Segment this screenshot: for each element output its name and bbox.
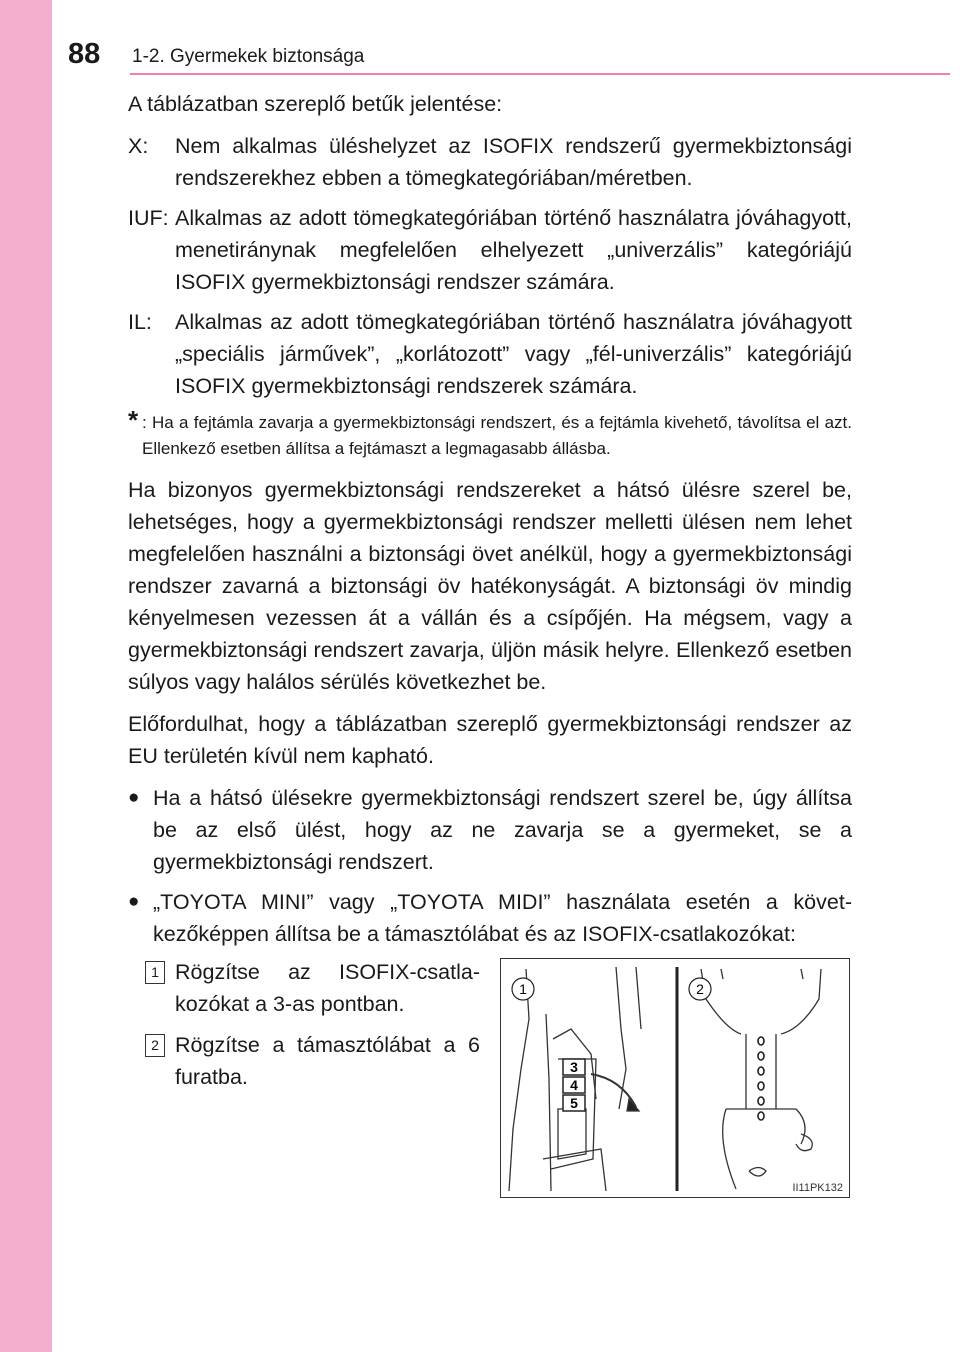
sidebar-tab (0, 0, 52, 1352)
intro-text: A táblázatban szereplő betűk jelentése: (128, 92, 503, 116)
step-list (145, 956, 480, 1102)
definition-il (128, 306, 852, 402)
page-number: 88 (68, 38, 101, 70)
footnote-text: : Ha a fejtámla zavarja a gyermekbiztonsági rendszert, és a fejtámla kivehető, távolítsa el azt. Ellenkező esetben állítsa a fejtámaszt a legmagasabb állásba. (142, 413, 852, 458)
support-leg-drawing (701, 969, 821, 1189)
position-labels (563, 1059, 585, 1111)
position-3-label: 3 (570, 1059, 578, 1075)
step-number-badge: 2 (145, 1034, 165, 1057)
section-title: 1-2. Gyermekek biztonsága (132, 46, 365, 67)
page-header (0, 0, 960, 80)
step-item (145, 1029, 480, 1093)
definition-iuf (128, 202, 852, 298)
step-number-badge: 1 (145, 961, 165, 984)
bullet-text: Ha a hátsó ülésekre gyermekbiztonsági rendszert szerel be, úgy állítsa be az első ülést, hogy az ne zavarja se a gyermeket, se a gyermekbiztonsági rendszert. (153, 786, 852, 874)
figure-code: II11PK132 (792, 1182, 843, 1194)
bullet-item (128, 886, 852, 950)
definition-text: Alkalmas az adott tömegkategóriában történő használatra jóváhagyott „speciális járművek”, „korlátozott” vagy „fél-univerzális” kategóriájú ISOFIX gyermekbiztonsági rendszerek számára. (175, 310, 852, 398)
isofix-illustration (500, 958, 850, 1198)
bullet-text: „TOYOTA MINI” vagy „TOYOTA MIDI” használata esetén a következőképpen állítsa be a támasztólábat és az ISOFIX-csatlakozókat: (153, 890, 852, 946)
step-item (145, 956, 480, 1020)
definition-key: IUF: (128, 206, 169, 230)
bullet-icon: ● (128, 787, 140, 808)
definition-key: IL: (128, 310, 152, 334)
definition-x (128, 130, 852, 194)
callout-2-label: 2 (696, 981, 704, 997)
callout-1-label: 1 (519, 981, 527, 997)
support-leg-holes (758, 1037, 764, 1120)
definition-text: Nem alkalmas üléshelyzet az ISOFIX rendszerű gyermekbiztonsági rendszerekhez ebben a tömegkategóriában/méretben. (175, 134, 852, 190)
position-5-label: 5 (570, 1095, 578, 1111)
main-content (128, 88, 852, 958)
definition-key: X: (128, 134, 149, 158)
bullet-item (128, 782, 852, 878)
isofix-drawing (501, 959, 851, 1199)
paragraph-seatbelt: Ha bizonyos gyermekbiztonsági rendszereket a hátsó ülésre szerel be, lehetséges, hogy a gyermekbiztonsági rendszer melletti ülésen nem lehet megfelelően használni a biztonsági övet anélkül, hogy a gyermekbiztonsági rendszer zavarná a biztonsági öv hatékonyságát. A biztonsági öv mindig kényelmesen vezessen át a vállán és a csípőjén. Ha mégsem, vagy a gyermekbiztonsági rendszert zavarja, üljön másik helyre. Ellenkező esetben súlyos vagy halálos sérülés következhet be. (128, 478, 852, 694)
definition-text: Alkalmas az adott tömegkategóriában történő használatra jóváhagyott, menetiránynak megfelelően elhelyezett „univerzális” kategóriájú ISOFIX gyermekbiztonsági rendszer számára. (175, 206, 852, 294)
footnote (128, 405, 852, 462)
step-text: Rögzítse a támasztólábat a 6 furatba. (175, 1033, 480, 1089)
bullet-icon: ● (128, 891, 140, 912)
header-divider (130, 73, 950, 75)
paragraph-availability: Előfordulhat, hogy a táblázatban szereplő gyermekbiztonsági rendszer az EU területén kívül nem kapható. (128, 712, 852, 768)
position-4-label: 4 (570, 1077, 578, 1093)
step-text: Rögzítse az ISOFIX-csatlakozókat a 3-as pontban. (175, 960, 480, 1016)
footnote-symbol: * (128, 405, 139, 435)
